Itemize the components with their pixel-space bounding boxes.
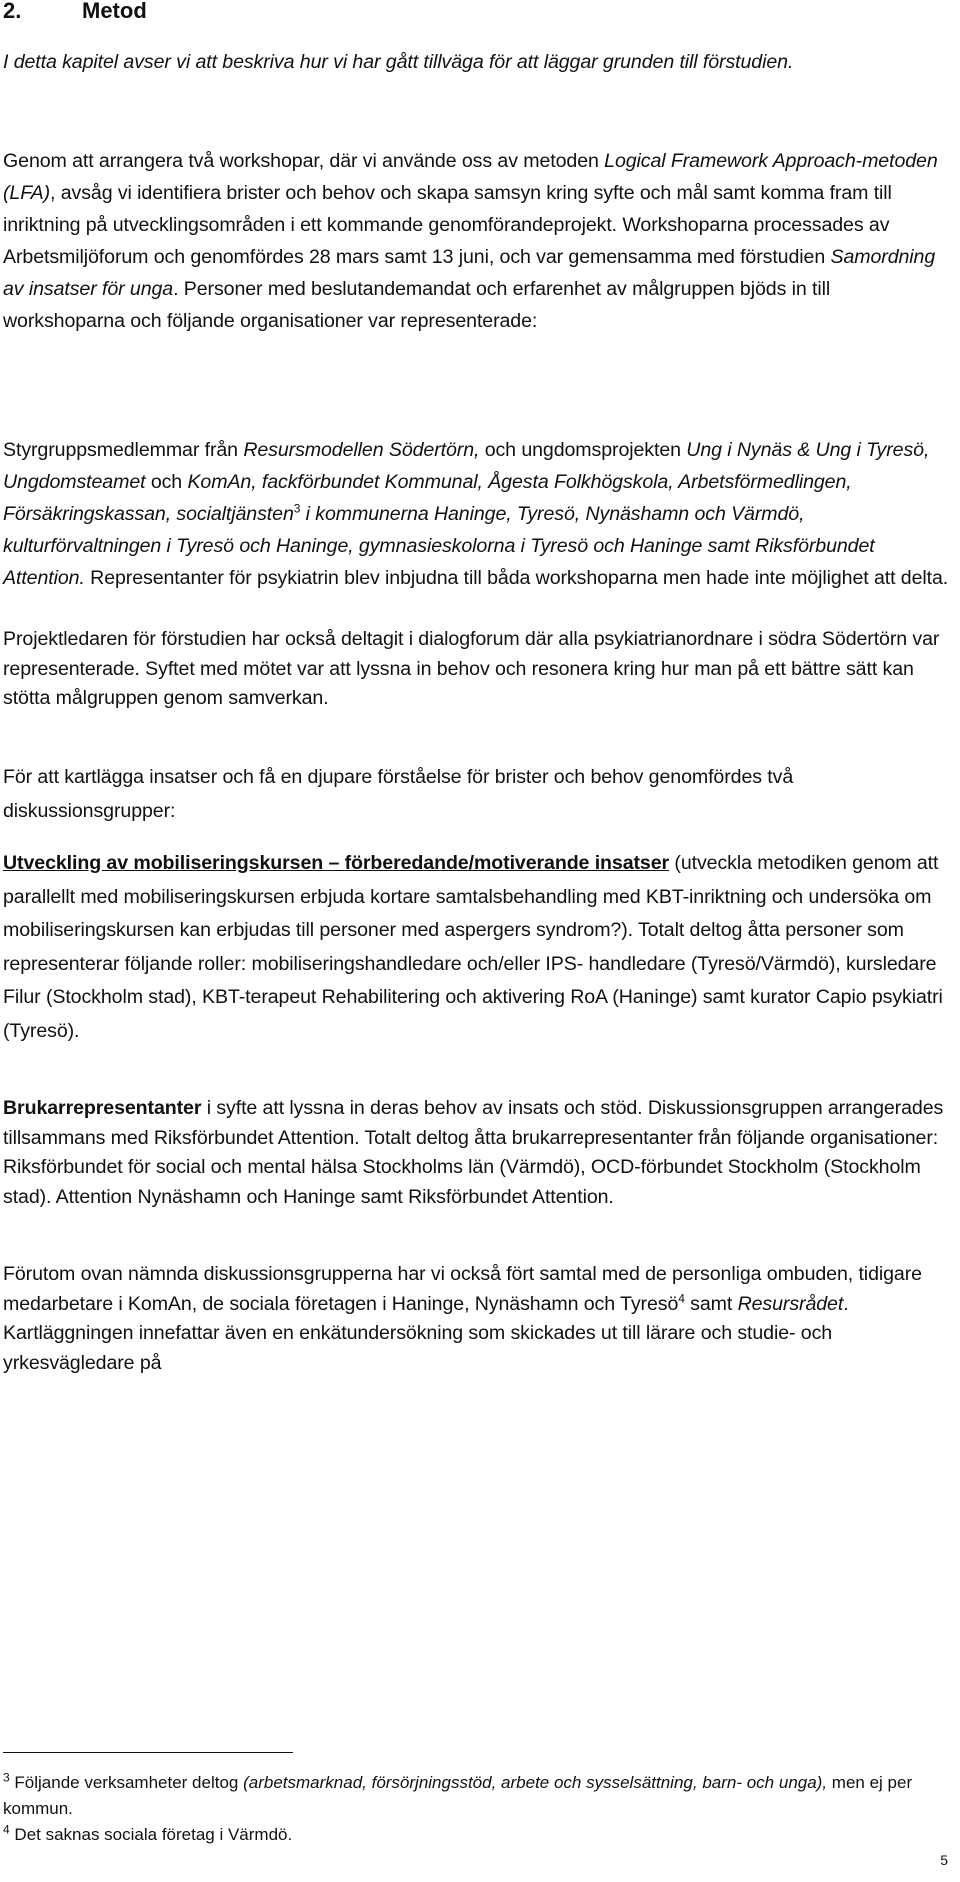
page-number: 5 xyxy=(940,1852,948,1868)
text-run: Det saknas sociala företag i Värmdö. xyxy=(9,1825,293,1844)
discussion-groups-intro: För att kartlägga insatser och få en djupare förståelse för brister och behov genomfördes två diskussionsgrupper: xyxy=(3,766,794,822)
section-heading xyxy=(3,0,147,24)
text-run: och ungdomsprojekten xyxy=(479,439,687,461)
text-run: Genom att arrangera två workshopar, där vi använde oss av metoden xyxy=(3,150,605,172)
text-run: . Kartläggningen innefattar även en enkätundersökning som skickades ut till lärare och studie- och yrkesvägledare på xyxy=(3,1292,849,1374)
text-run: Förutom ovan nämnda diskussionsgrupperna har vi också fört samtal med de personliga ombuden, tidigare medarbetare i KomAn, de sociala företagen i Haninge, Nynäshamn och Tyresö xyxy=(3,1263,922,1315)
italic-run: i kommunerna Haninge, Tyresö, Nynäshamn och Värmdö, kulturförvaltningen i Tyresö och Haninge, gymnasieskolorna i Tyresö och Haninge samt Riksförbundet Attention. xyxy=(3,503,875,589)
footnote-number: 3 xyxy=(3,1770,10,1785)
footnotes xyxy=(3,1770,951,1848)
footnote-3 xyxy=(3,1770,951,1822)
section-number: 2. xyxy=(3,0,22,23)
italic-run: KomAn, fackförbundet Kommunal, Ågesta Folkhögskola, Arbetsförmedlingen, Försäkringskassan, socialtjänsten xyxy=(3,471,852,525)
bold-run: Brukarrepresentanter xyxy=(3,1097,202,1119)
dialogforum-paragraph: Projektledaren för förstudien har också deltagit i dialogforum där alla psykiatrianordnare i södra Södertörn var representerade. Syftet med mötet var att lyssna in behov och resonera kring hur man på ett bättre sätt kan stötta målgruppen genom samverkan. xyxy=(3,628,940,709)
italic-run: Logical Framework Approach-metoden (LFA) xyxy=(3,150,938,204)
participants-paragraph xyxy=(3,434,951,594)
footnote-ref-4[interactable]: 4 xyxy=(678,1290,685,1305)
italic-run: Resursrådet xyxy=(737,1292,844,1315)
italic-run: (arbetsmarknad, försörjningsstöd, arbete och sysselsättning, barn- och unga), xyxy=(243,1773,828,1792)
italic-run: Resursmodellen Södertörn, xyxy=(243,439,480,461)
text-run: . Personer med beslutandemandat och erfarenhet av målgruppen bjöds in till workshoparna och följande organisationer var representerade: xyxy=(3,278,831,332)
italic-run: Ung i Nynäs & Ung i Tyresö, Ungdomsteamet xyxy=(3,439,930,493)
footnote-number: 4 xyxy=(3,1822,10,1837)
intro-text: I detta kapitel avser vi att beskriva hur vi har gått tillväga för att läggar grunden till förstudien. xyxy=(3,51,794,73)
section-title: Metod xyxy=(82,0,147,23)
bold-underlined-run: Utveckling av mobiliseringskursen – förberedande/motiverande insatser xyxy=(3,852,670,874)
text-run: Representanter för psykiatrin blev inbjudna till båda workshoparna men hade inte möjlighet att delta. xyxy=(84,567,949,589)
other-talks-paragraph xyxy=(3,1260,951,1378)
intro-paragraph xyxy=(3,48,951,78)
text-run: och xyxy=(145,471,188,493)
text-run: samt xyxy=(684,1292,738,1315)
text-run: Styrgruppsmedlemmar från xyxy=(3,439,244,461)
text-run: (utveckla metodiken genom att parallellt med mobiliseringskursen erbjuda kortare samtalsbehandling med KBT-inriktning och undersöka om mobiliseringskursen kan erbjudas till personer med aspergers syndrom?). Totalt deltog åtta personer som representerar följande roller: mobiliseringshandledare och/eller IPS- handledare (Tyresö/Värmdö), kursledare Filur (Stockholm stad), KBT-terapeut Rehabilitering och aktivering RoA (Haninge) samt kurator Capio psykiatri (Tyresö). xyxy=(3,852,943,1042)
workshop-paragraph xyxy=(3,145,951,337)
footnote-ref-3[interactable]: 3 xyxy=(293,501,301,516)
footnote-divider xyxy=(3,1752,293,1753)
text-run: i syfte att lyssna in deras behov av insats och stöd. Diskussionsgruppen arrangerades tillsammans med Riksförbundet Attention. Totalt deltog åtta brukarrepresentanter från följande organisationer: Riksförbundet för social och mental hälsa Stockholms län (Värmdö), OCD-förbundet Stockholm (Stockholm stad). Attention Nynäshamn och Haninge samt Riksförbundet Attention. xyxy=(3,1097,944,1208)
text-run: Följande verksamheter deltog xyxy=(9,1773,244,1792)
text-run: men ej per kommun. xyxy=(3,1773,913,1818)
italic-run: Samordning av insatser för unga xyxy=(3,246,936,300)
footnote-4 xyxy=(3,1822,951,1848)
text-run: , avsåg vi identifiera brister och behov och skapa samsyn kring syfte och mål samt komma fram till inriktning på utvecklingsområden i ett kommande genomförandeprojekt. Workshoparna processades av Arbetsmiljöforum och genomfördes 28 mars samt 13 juni, och var gemensamma med förstudien xyxy=(3,182,892,268)
mobilisering-paragraph xyxy=(3,847,951,1048)
brukarrepresentanter-paragraph xyxy=(3,1094,951,1212)
